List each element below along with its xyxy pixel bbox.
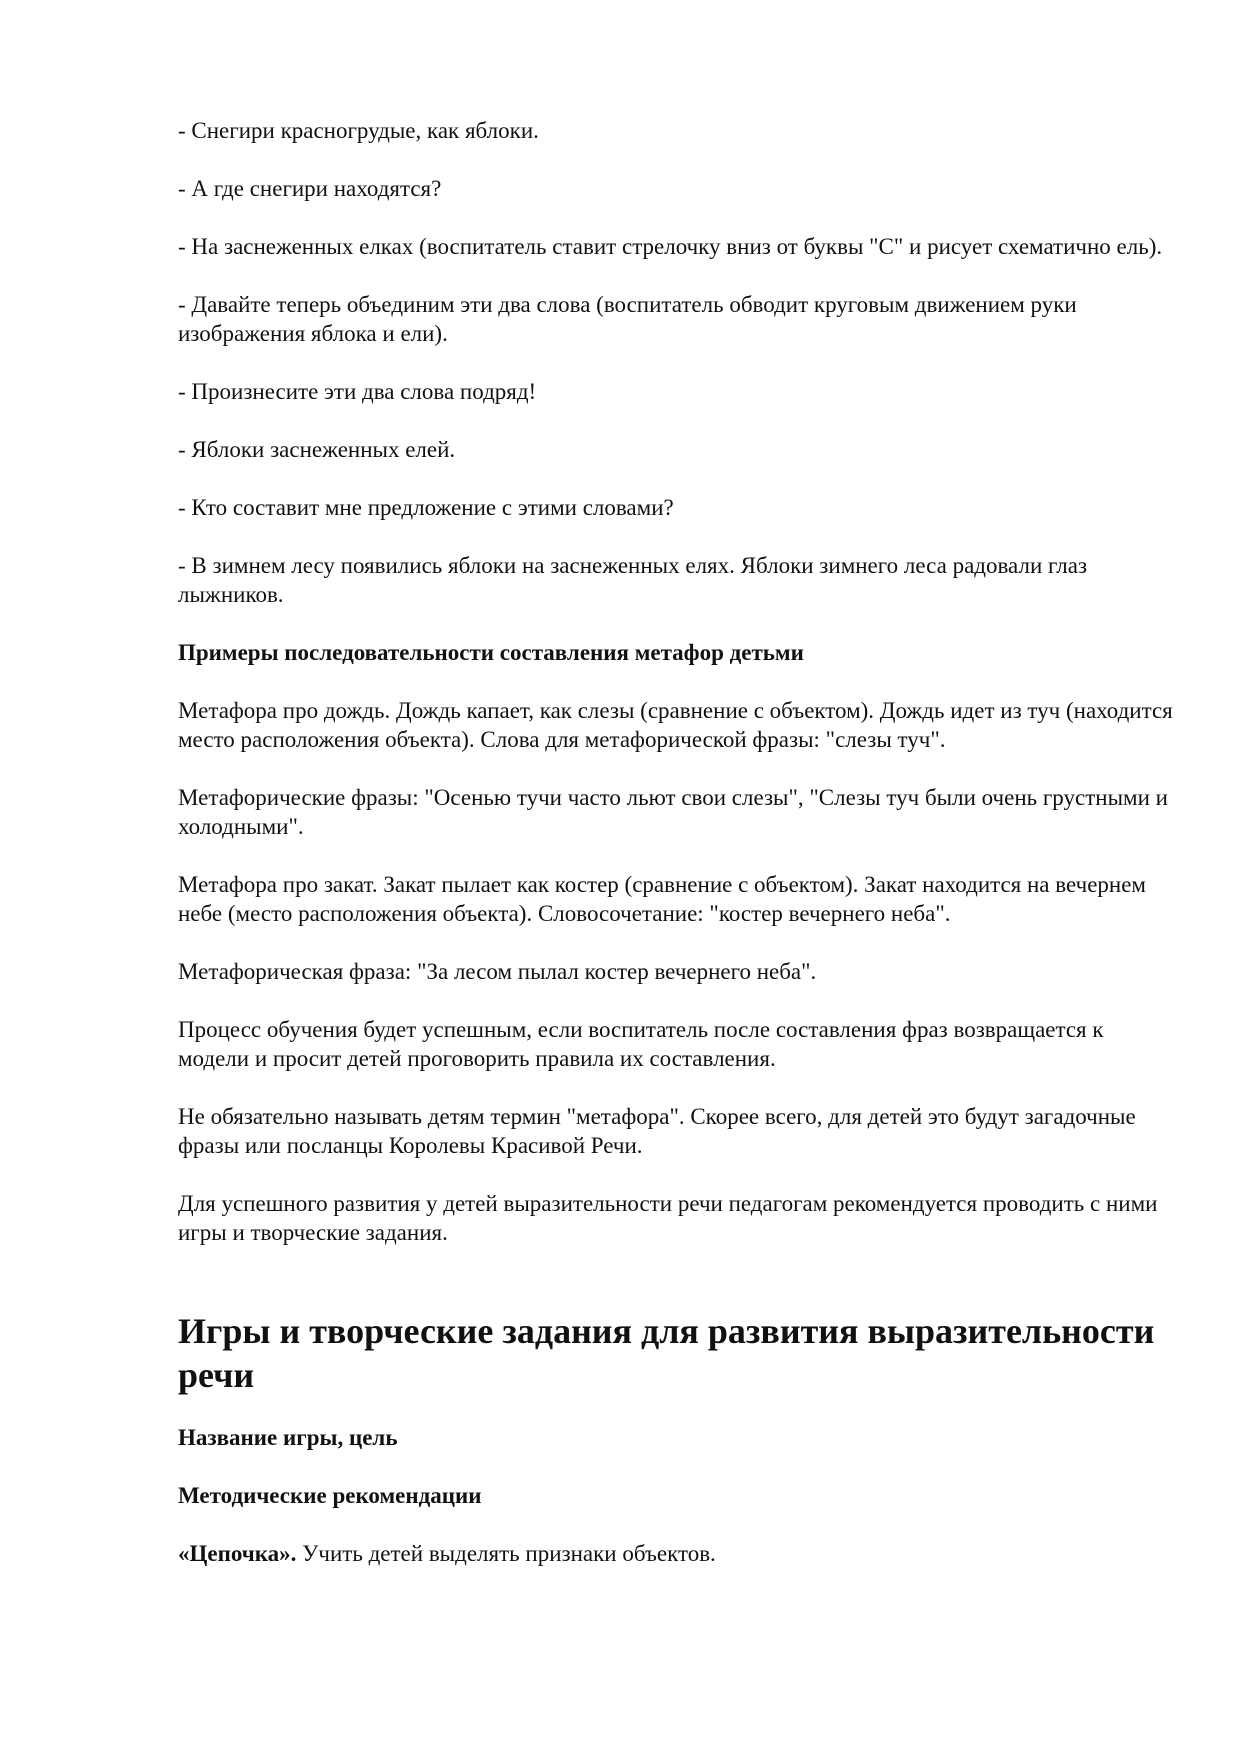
table-header-game-goal: Название игры, цель xyxy=(178,1425,398,1450)
example-paragraph-1: Метафора про дождь. Дождь капает, как слезы (сравнение с объектом). Дождь идет из туч (находится место расположения объекта). Слова для метафорической фразы: "слезы туч". xyxy=(178,698,1173,752)
dialogue-line-6: - Яблоки заснеженных елей. xyxy=(178,437,456,462)
example-paragraph-2: Метафорические фразы: "Осенью тучи часто льют свои слезы", "Слезы туч были очень грустными и холодными". xyxy=(178,785,1168,839)
dialogue-line-4: - Давайте теперь объединим эти два слова (воспитатель обводит круговым движением руки изображения яблока и ели). xyxy=(178,292,1077,346)
example-paragraph-3: Метафора про закат. Закат пылает как костер (сравнение с объектом). Закат находится на вечернем небе (место расположения объекта). Словосочетание: "костер вечернего неба". xyxy=(178,872,1146,926)
section-heading: Игры и творческие задания для развития выразительности речи xyxy=(178,1311,1155,1395)
example-paragraph-4: Метафорическая фраза: "За лесом пылал костер вечернего неба". xyxy=(178,959,817,984)
game-goal: Учить детей выделять признаки объектов. xyxy=(296,1541,716,1566)
dialogue-line-1: - Снегири красногрудые, как яблоки. xyxy=(178,118,539,143)
dialogue-line-5: - Произнесите эти два слова подряд! xyxy=(178,379,537,404)
example-paragraph-7: Для успешного развития у детей выразительности речи педагогам рекомендуется проводить с ними игры и творческие задания. xyxy=(178,1191,1158,1245)
dialogue-line-7: - Кто составит мне предложение с этими словами? xyxy=(178,495,674,520)
example-paragraph-5: Процесс обучения будет успешным, если воспитатель после составления фраз возвращается к модели и просит детей проговорить правила их составления. xyxy=(178,1017,1104,1071)
dialogue-line-2: - А где снегири находятся? xyxy=(178,176,442,201)
game-entry xyxy=(178,1539,1178,1568)
example-paragraph-6: Не обязательно называть детям термин "метафора". Скорее всего, для детей это будут загадочные фразы или посланцы Королевы Красивой Речи. xyxy=(178,1104,1136,1158)
dialogue-line-8: - В зимнем лесу появились яблоки на заснеженных елях. Яблоки зимнего леса радовали глаз лыжников. xyxy=(178,553,1088,607)
document-page xyxy=(178,116,1178,1597)
dialogue-line-3: - На заснеженных елках (воспитатель ставит стрелочку вниз от буквы "С" и рисует схематично ель). xyxy=(178,234,1163,259)
table-header-recommendations: Методические рекомендации xyxy=(178,1483,482,1508)
game-name: «Цепочка». xyxy=(178,1541,297,1566)
examples-title: Примеры последовательности составления метафор детьми xyxy=(178,640,804,665)
